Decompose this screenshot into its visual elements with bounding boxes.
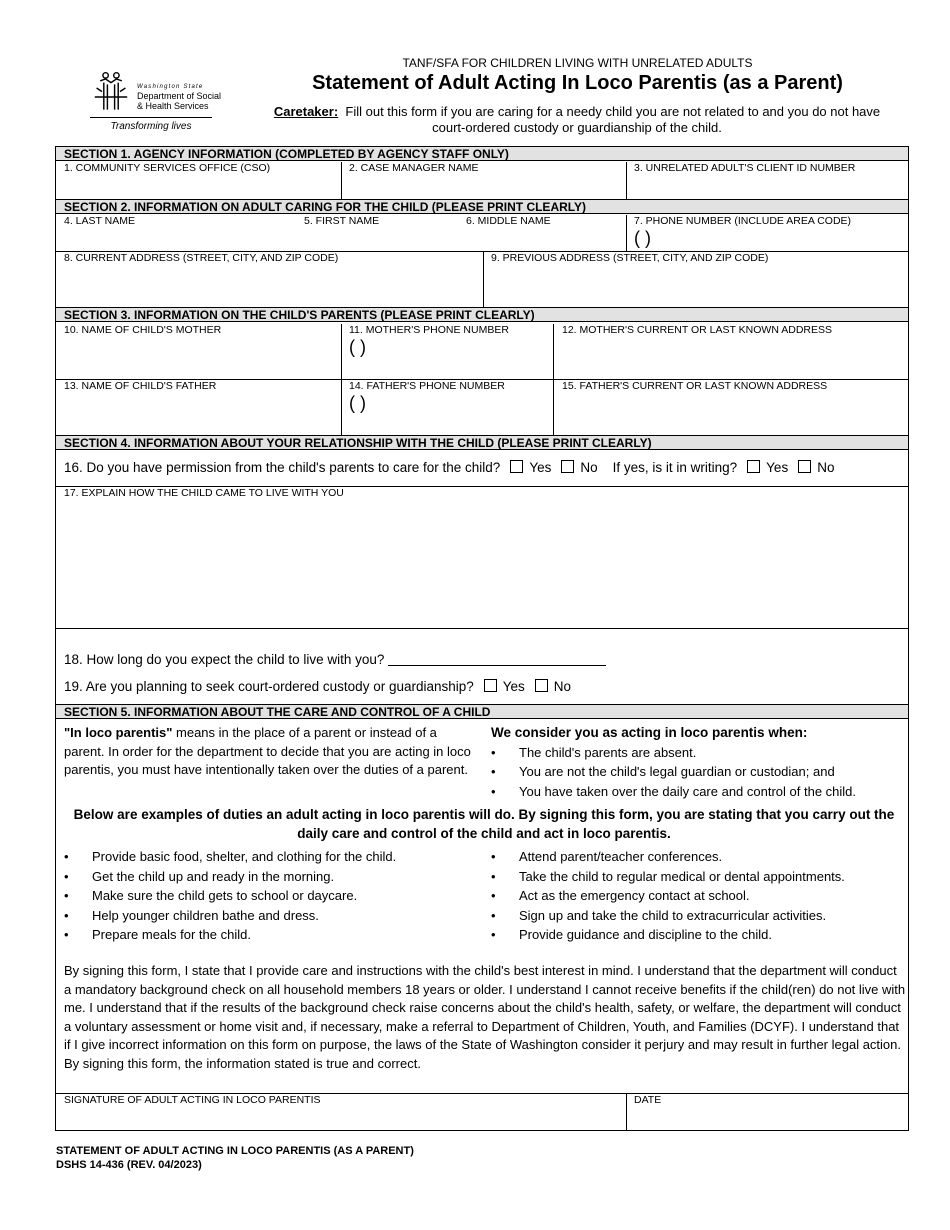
field-cso-label: 1. COMMUNITY SERVICES OFFICE (CSO) <box>64 162 271 174</box>
explain-textarea[interactable] <box>64 502 904 624</box>
mother-phone-area-code: ( ) <box>349 337 366 357</box>
phone-input[interactable] <box>634 228 904 250</box>
phone-area-code: ( ) <box>634 228 651 248</box>
divider <box>483 252 484 307</box>
q16-no-label: No <box>580 460 598 475</box>
q16-yes-label: Yes <box>529 460 552 475</box>
list-item: • Sign up and take the child to extracurricular activities. <box>491 906 906 926</box>
father-phone-input[interactable] <box>370 394 548 432</box>
date-field[interactable] <box>634 1107 904 1129</box>
examples-intro: Below are examples of duties an adult acting in loco parentis will do. By signing this form, you are stating that you carry out the daily care and control of the child and act in loco parentis. <box>73 807 895 841</box>
section1-header: SECTION 1. AGENCY INFORMATION (COMPLETED BY AGENCY STAFF ONLY) <box>56 146 908 161</box>
list-item: • Prepare meals for the child. <box>64 925 484 945</box>
caretaker-instructions: Caretaker: Fill out this form if you are caring for a needy child you are not related to and you do not have court-ordered custody or guardianship of the child. <box>273 104 881 135</box>
divider <box>626 1094 627 1131</box>
client-id-input[interactable] <box>634 175 904 197</box>
q19-no-checkbox[interactable] <box>535 679 548 692</box>
question-18: 18. How long do you expect the child to live with you? <box>64 652 606 667</box>
divider <box>553 324 554 435</box>
divider <box>626 162 627 199</box>
list-item: • Help younger children bathe and dress. <box>64 906 484 926</box>
logo-tagline: Transforming lives <box>110 121 192 132</box>
question-16: 16. Do you have permission from the child's parents to care for the child? Yes No If yes, is it in writing? Yes No <box>64 460 835 475</box>
field-father-name-label: 13. NAME OF CHILD'S FATHER <box>64 380 217 392</box>
divider <box>56 628 908 629</box>
list-item: • Take the child to regular medical or dental appointments. <box>491 867 906 887</box>
field-current-address-label: 8. CURRENT ADDRESS (STREET, CITY, AND ZIP CODE) <box>64 252 339 264</box>
q18-answer-line[interactable] <box>388 653 606 666</box>
list-item: • Make sure the child gets to school or daycare. <box>64 886 484 906</box>
divider <box>626 215 627 251</box>
list-item: • Provide basic food, shelter, and clothing for the child. <box>64 847 484 867</box>
footer-form-number: DSHS 14-436 (REV. 04/2023) <box>56 1159 202 1171</box>
field-middle-name-label: 6. MIDDLE NAME <box>466 215 551 227</box>
mother-address-input[interactable] <box>562 338 904 376</box>
signature-field[interactable] <box>64 1107 619 1129</box>
case-manager-input[interactable] <box>349 175 621 197</box>
name-input[interactable] <box>64 228 619 250</box>
list-item: • Provide guidance and discipline to the child. <box>491 925 906 945</box>
list-item: • You are not the child's legal guardian or custodian; and <box>491 762 901 782</box>
form-subtitle: TANF/SFA FOR CHILDREN LIVING WITH UNRELATED ADULTS <box>402 56 753 70</box>
father-address-input[interactable] <box>562 394 904 432</box>
divider <box>341 324 342 435</box>
duties-left-list <box>64 847 484 945</box>
section5-header: SECTION 5. INFORMATION ABOUT THE CARE AND CONTROL OF A CHILD <box>56 704 908 719</box>
section3-header: SECTION 3. INFORMATION ON THE CHILD'S PARENTS (PLEASE PRINT CLEARLY) <box>56 307 908 322</box>
duties-right-list <box>491 847 906 945</box>
field-mother-phone-label: 11. MOTHER'S PHONE NUMBER <box>349 324 509 336</box>
q16-no-checkbox[interactable] <box>561 460 574 473</box>
list-item: • The child's parents are absent. <box>491 743 901 763</box>
divider <box>341 162 342 199</box>
in-loco-parentis-definition: "In loco parentis" means in the place of a parent or instead of a parent. In order for the department to decide that you are acting in loco parentis, you must have intentionally taken over the duties of a parent. <box>64 725 471 777</box>
form-title: Statement of Adult Acting In Loco Parentis (as a Parent) <box>312 72 843 94</box>
q16-writing-no-checkbox[interactable] <box>798 460 811 473</box>
question-19: 19. Are you planning to seek court-ordered custody or guardianship? Yes No <box>64 679 572 694</box>
field-case-manager-label: 2. CASE MANAGER NAME <box>349 162 479 174</box>
cso-input[interactable] <box>64 175 336 197</box>
section4-header: SECTION 4. INFORMATION ABOUT YOUR RELATIONSHIP WITH THE CHILD (PLEASE PRINT CLEARLY) <box>56 435 908 450</box>
q16-writing-yes-checkbox[interactable] <box>747 460 760 473</box>
field-last-name-label: 4. LAST NAME <box>64 215 135 227</box>
signature-label: SIGNATURE OF ADULT ACTING IN LOCO PARENTIS <box>64 1094 321 1106</box>
previous-address-input[interactable] <box>491 266 903 304</box>
list-item: • You have taken over the daily care and control of the child. <box>491 782 901 802</box>
field-previous-address-label: 9. PREVIOUS ADDRESS (STREET, CITY, AND ZIP CODE) <box>491 252 769 264</box>
father-phone-area-code: ( ) <box>349 393 366 413</box>
field-phone-label: 7. PHONE NUMBER (INCLUDE AREA CODE) <box>634 215 852 227</box>
q19-yes-checkbox[interactable] <box>484 679 497 692</box>
field-first-name-label: 5. FIRST NAME <box>304 215 380 227</box>
field-explain-label: 17. EXPLAIN HOW THE CHILD CAME TO LIVE WITH YOU <box>64 487 344 499</box>
mother-name-input[interactable] <box>64 338 336 376</box>
footer-form-name: STATEMENT OF ADULT ACTING IN LOCO PARENTIS (AS A PARENT) <box>56 1145 414 1157</box>
field-mother-address-label: 12. MOTHER'S CURRENT OR LAST KNOWN ADDRESS <box>562 324 832 336</box>
consider-title: We consider you as acting in loco parentis when: <box>491 725 808 740</box>
field-mother-name-label: 10. NAME OF CHILD'S MOTHER <box>64 324 222 336</box>
consider-list <box>491 743 901 802</box>
q16-yes-checkbox[interactable] <box>510 460 523 473</box>
list-item: • Act as the emergency contact at school. <box>491 886 906 906</box>
consider-block <box>491 724 901 801</box>
dshs-logo-icon <box>90 70 132 115</box>
section2-header: SECTION 2. INFORMATION ON ADULT CARING FOR THE CHILD (PLEASE PRINT CLEARLY) <box>56 199 908 214</box>
logo-dept-text: Department of Social & Health Services <box>137 91 222 111</box>
father-name-input[interactable] <box>64 394 336 432</box>
current-address-input[interactable] <box>64 266 476 304</box>
list-item: • Attend parent/teacher conferences. <box>491 847 906 867</box>
mother-phone-input[interactable] <box>370 338 548 376</box>
date-label: DATE <box>634 1094 662 1106</box>
field-father-address-label: 15. FATHER'S CURRENT OR LAST KNOWN ADDRESS <box>562 380 828 392</box>
list-item: • Get the child up and ready in the morning. <box>64 867 484 887</box>
logo-divider <box>90 117 212 118</box>
field-father-phone-label: 14. FATHER'S PHONE NUMBER <box>349 380 505 392</box>
logo-state-text: Washington State <box>137 84 204 90</box>
field-client-id-label: 3. UNRELATED ADULT'S CLIENT ID NUMBER <box>634 162 856 174</box>
signing-statement: By signing this form, I state that I provide care and instructions with the child's best interest in mind. I understand that the department will conduct a mandatory background check on all household members 18 years or older. I understand I cannot receive benefits if the child(ren) do not live with me. I understand that if the results of the background check raise concerns about the child's health, safety, or welfare, the department will conduct a voluntary assessment or home visit and, if necessary, make a referral to Department of Children, Youth, and Families (DCYF). I understand that if I give incorrect information on this form on purpose, the laws of the State of Washington consider it perjury and may result in further legal action. By signing this form, the information stated is true and correct. <box>64 963 906 1071</box>
